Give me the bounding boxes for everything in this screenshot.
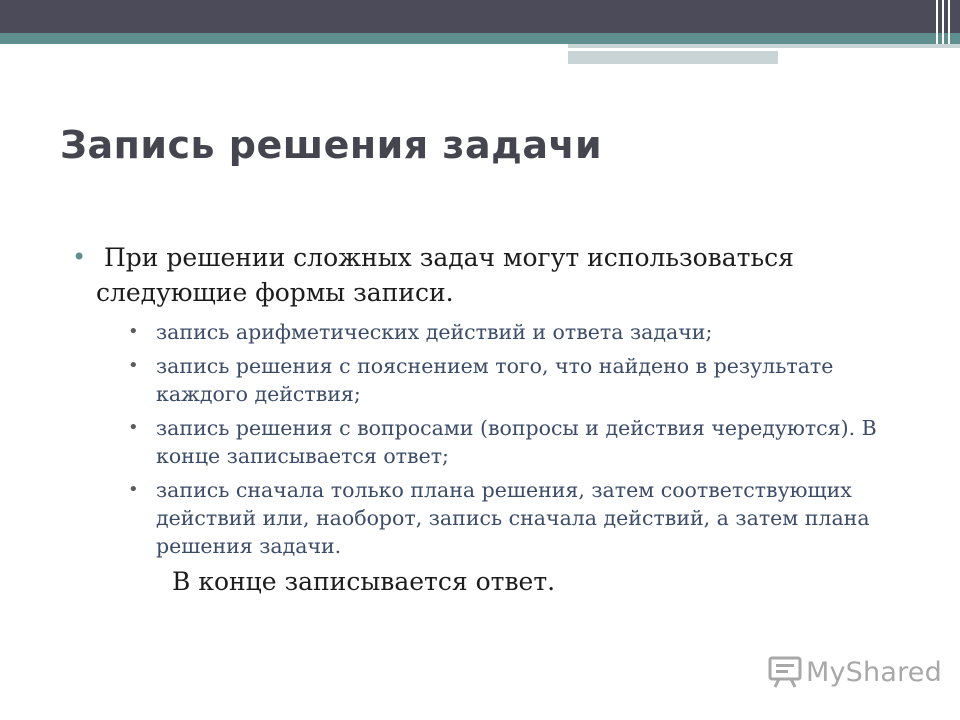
conclusion-text: В конце записывается ответ. xyxy=(172,567,556,596)
header-stripe xyxy=(942,0,944,33)
list-item-text: запись арифметических действий и ответа задачи; xyxy=(156,320,713,344)
slide-body xyxy=(72,240,892,599)
slide-title: Запись решения задачи xyxy=(60,123,603,167)
list-item-text: запись решения с пояснением того, что найдено в результате каждого действия; xyxy=(156,354,834,406)
list-item xyxy=(128,414,892,470)
header-stripe xyxy=(936,0,938,33)
presentation-board-icon xyxy=(768,655,802,689)
header-bar xyxy=(0,0,960,33)
list-item xyxy=(128,318,892,346)
accent-stripe xyxy=(936,33,938,44)
bullet-intro xyxy=(72,240,892,310)
list-item-text: запись решения с вопросами (вопросы и действия чередуются). В конце записывается ответ; xyxy=(156,416,877,468)
accent-line xyxy=(568,48,888,51)
watermark-logo xyxy=(768,655,942,689)
list-item xyxy=(128,352,892,408)
accent-line xyxy=(778,44,960,48)
intro-text: При решении сложных задач могут использоваться следующие формы записи. xyxy=(96,243,794,307)
accent-stripe xyxy=(942,33,944,44)
accent-block xyxy=(568,44,778,64)
list-item xyxy=(128,476,892,560)
bullet-dot-icon: • xyxy=(128,355,139,376)
accent-bar xyxy=(0,33,960,44)
watermark-text: MyShared xyxy=(806,656,942,688)
bullet-dot-icon: • xyxy=(128,321,139,342)
list-item-text: запись сначала только плана решения, затем соответствующих действий или, наоборот, запись сначала действий, а затем плана решения задачи. xyxy=(156,478,870,558)
bullet-dot-icon: • xyxy=(128,479,139,500)
accent-stripe xyxy=(948,33,950,44)
bullet-dot-icon: • xyxy=(72,243,87,271)
header-stripe xyxy=(948,0,950,33)
bullet-dot-icon: • xyxy=(128,417,139,438)
